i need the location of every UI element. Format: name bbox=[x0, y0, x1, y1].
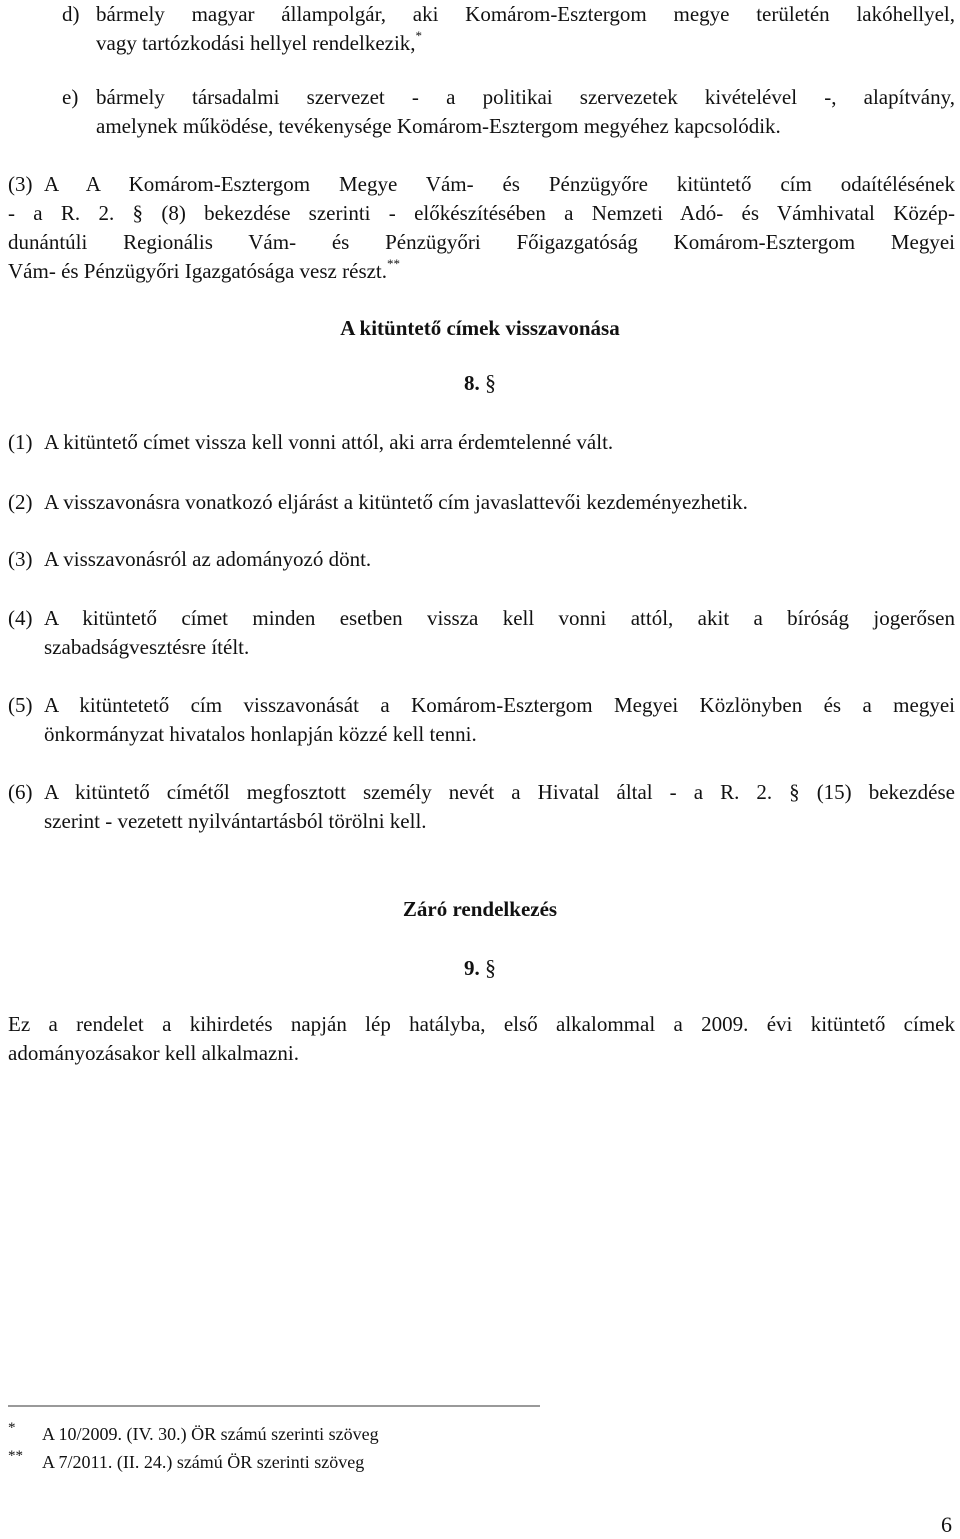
text-line: A A Komárom-Esztergom Megye Vám- és Pénzügyőre kitüntető cím odaítélésének bbox=[44, 172, 955, 196]
section-sign: § bbox=[485, 955, 496, 980]
text-line: A kitüntető címet vissza kell vonni attól, aki arra érdemtelenné vált. bbox=[44, 430, 614, 454]
paragraph-text bbox=[44, 545, 955, 574]
text-line: szerint - vezetett nyilvántartásból törölni kell. bbox=[44, 809, 427, 833]
paragraph-8-6 bbox=[8, 778, 955, 836]
text-line: adományozásakor kell alkalmazni. bbox=[8, 1041, 299, 1065]
paragraph-label: (3) bbox=[8, 547, 33, 571]
footnote-text: A 10/2009. (IV. 30.) ÖR számú szerinti szöveg bbox=[42, 1424, 379, 1444]
list-item-text bbox=[96, 83, 955, 141]
paragraph-8-2 bbox=[8, 488, 955, 517]
paragraph-3 bbox=[8, 170, 955, 286]
section-9-text bbox=[8, 1010, 955, 1068]
footnote-mark: * bbox=[8, 1420, 16, 1436]
list-item-d bbox=[62, 0, 955, 58]
text-line: szabadságvesztésre ítélt. bbox=[44, 635, 250, 659]
text-line bbox=[96, 29, 955, 58]
section-number: 8. bbox=[464, 371, 480, 395]
text-line: dunántúli Regionális Vám- és Pénzügyőri Főigazgatóság Komárom-Esztergom Megyei bbox=[8, 230, 955, 254]
section-9-title: Záró rendelkezés bbox=[402, 897, 558, 921]
paragraph-label: (5) bbox=[8, 693, 33, 717]
text-line: bármely magyar állampolgár, aki Komárom-Esztergom megye területén lakóhellyel, bbox=[96, 2, 955, 26]
paragraph-text bbox=[44, 691, 955, 749]
paragraph-text bbox=[44, 428, 955, 457]
text-line bbox=[8, 257, 955, 286]
paragraph-text bbox=[44, 778, 955, 836]
paragraph-first-line bbox=[8, 170, 955, 199]
section-8-number bbox=[0, 368, 960, 398]
list-item-label: e) bbox=[62, 85, 79, 109]
paragraph-label: (1) bbox=[8, 430, 33, 454]
paragraph-text bbox=[44, 604, 955, 662]
paragraph-8-3 bbox=[8, 545, 955, 574]
footnote-marker: ** bbox=[387, 256, 401, 271]
footnote-text: A 7/2011. (II. 24.) számú ÖR szerinti szöveg bbox=[42, 1452, 365, 1472]
paragraph-label: (3) bbox=[8, 172, 33, 196]
footnote-mark: ** bbox=[8, 1448, 23, 1464]
text-line-content: Vám- és Pénzügyőri Igazgatósága vesz részt. bbox=[8, 259, 388, 283]
text-line: A kitüntető címétől megfosztott személy nevét a Hivatal által - a R. 2. § (15) bekezdése bbox=[44, 780, 955, 804]
text-line: amelynek működése, tevékenysége Komárom-Esztergom megyéhez kapcsolódik. bbox=[96, 114, 781, 138]
section-number: 9. bbox=[464, 956, 480, 980]
text-line: bármely társadalmi szervezet - a politikai szervezetek kivételével -, alapítvány, bbox=[96, 85, 955, 109]
text-line: önkormányzat hivatalos honlapján közzé kell tenni. bbox=[44, 722, 477, 746]
paragraph-text bbox=[44, 488, 955, 517]
section-8-title: A kitüntető címek visszavonása bbox=[340, 316, 620, 340]
text-line: Ez a rendelet a kihirdetés napján lép hatályba, első alkalommal a 2009. évi kitüntető címek bbox=[8, 1012, 955, 1036]
text-line: - a R. 2. § (8) bekezdése szerinti - előkészítésében a Nemzeti Adó- és Vámhivatal Közép- bbox=[8, 201, 955, 225]
footnote-separator bbox=[8, 1405, 540, 1407]
list-item-label: d) bbox=[62, 2, 80, 26]
text-line-content: vagy tartózkodási hellyel rendelkezik, bbox=[96, 31, 416, 55]
list-item-e bbox=[62, 83, 955, 141]
section-9-number bbox=[0, 953, 960, 983]
text-line: A kitüntető címet minden esetben vissza kell vonni attól, akit a bíróság jogerősen bbox=[44, 606, 955, 630]
section-sign: § bbox=[485, 370, 496, 395]
list-item-text bbox=[96, 0, 955, 58]
text-line: A kitüntetető cím visszavonását a Komárom-Esztergom Megyei Közlönyben és a megyei bbox=[44, 693, 955, 717]
paragraph-8-5 bbox=[8, 691, 955, 749]
paragraph-8-1 bbox=[8, 428, 955, 457]
paragraph-8-4 bbox=[8, 604, 955, 662]
text-line: A visszavonásra vonatkozó eljárást a kitüntető cím javaslattevői kezdeményezhetik. bbox=[44, 490, 748, 514]
paragraph-label: (4) bbox=[8, 606, 33, 630]
footnote-marker: * bbox=[415, 28, 423, 43]
text-line: A visszavonásról az adományozó dönt. bbox=[44, 547, 372, 571]
page-number: 6 bbox=[941, 1512, 952, 1537]
paragraph-label: (6) bbox=[8, 780, 33, 804]
paragraph-label: (2) bbox=[8, 490, 33, 514]
